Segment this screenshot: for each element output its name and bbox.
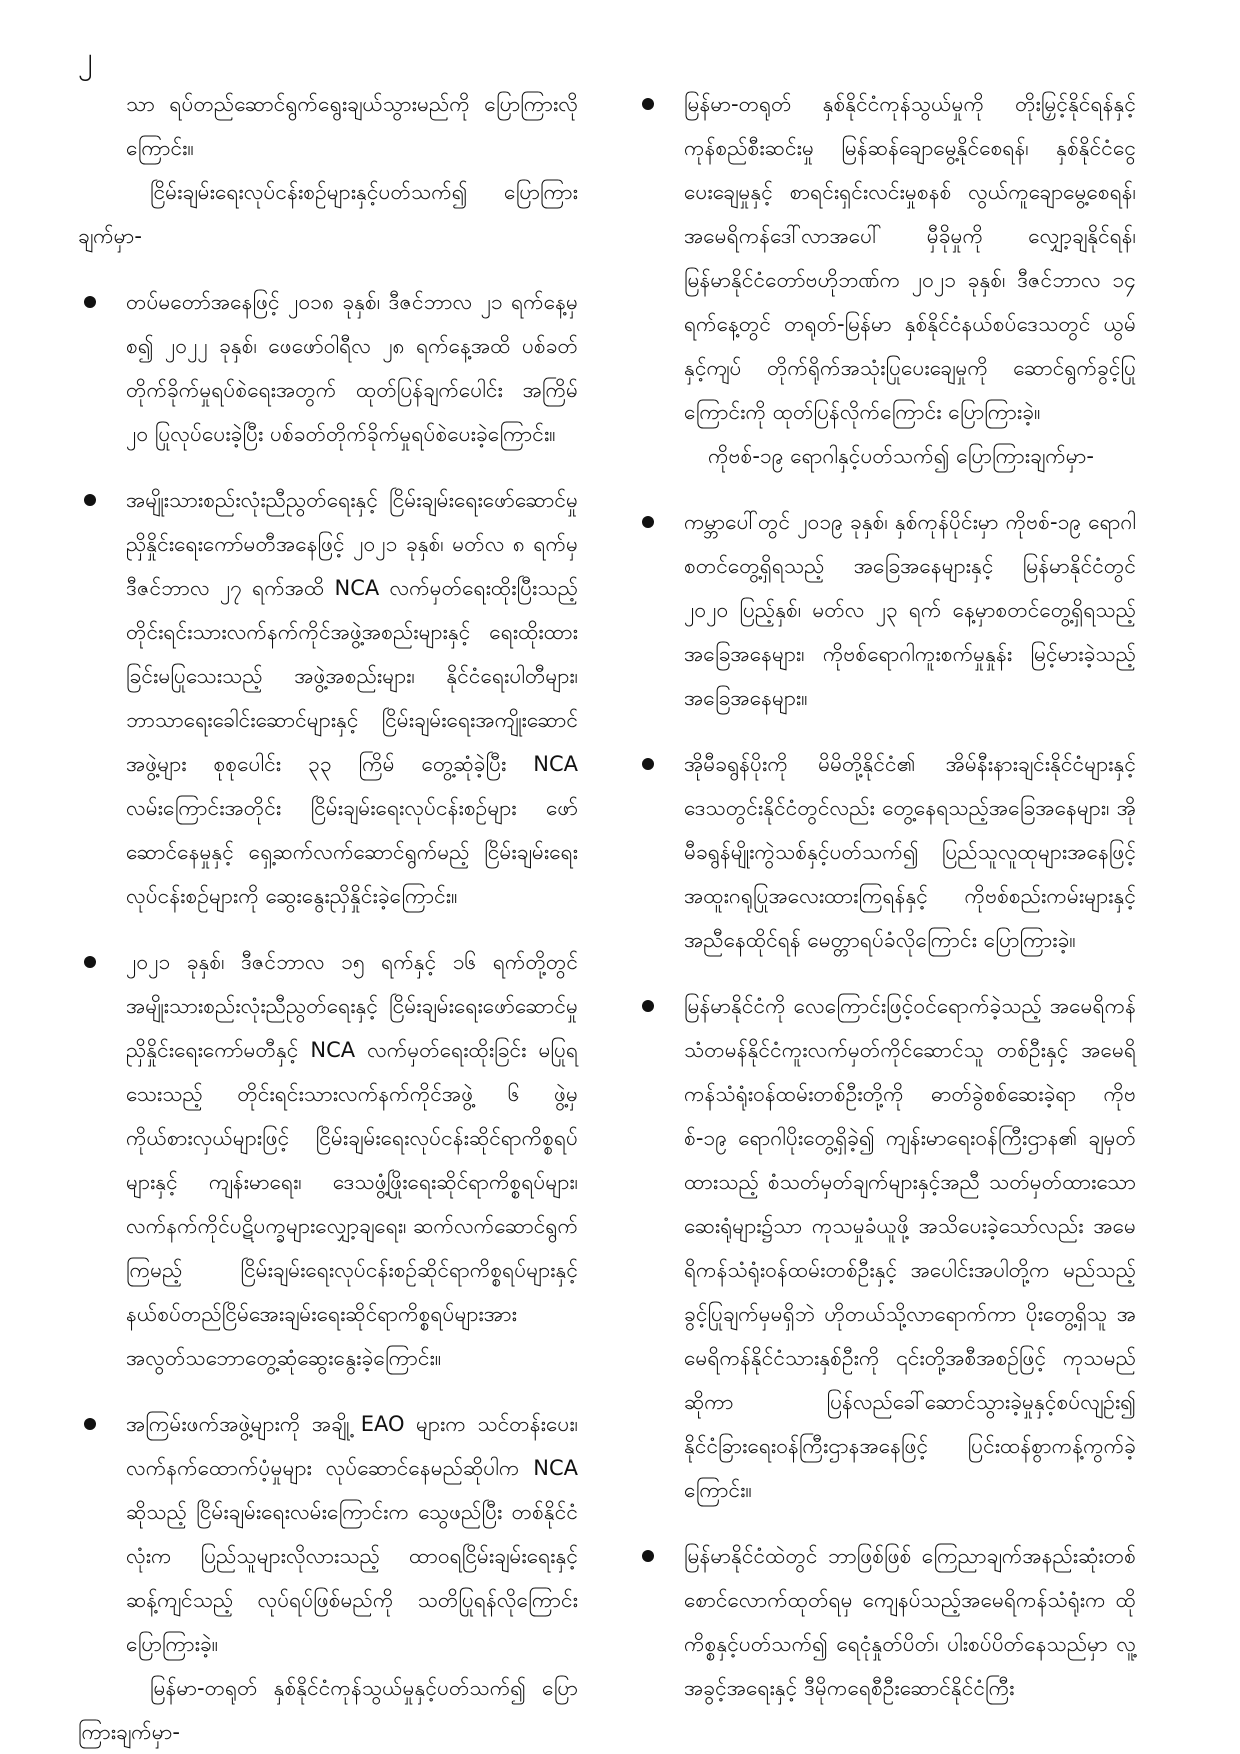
list-item bbox=[636, 1534, 1136, 1710]
list-item bbox=[636, 742, 1136, 962]
bullet-icon bbox=[642, 516, 654, 528]
list-item-text: မြန်မာနိုင်ငံထဲတွင် ဘာဖြစ်ဖြစ် ကြေညာချက်အနည်းဆုံးတစ်စောင်လောက်ထုတ်ရမှ ကျေနပ်သည့်အမေရိကန်သံရုံးက ထိုကိစ္စနှင့်ပတ်သက်၍ ရေငုံနှုတ်ပိတ်၊ ပါးစပ်ပိတ်နေသည်မှာ လူ့အခွင့်အရေးနှင့် ဒီမိုကရေစီဦးဆောင်နိုင်ငံကြီး bbox=[684, 1544, 1136, 1700]
list-item bbox=[78, 280, 578, 456]
bullet-icon bbox=[642, 1550, 654, 1562]
list-item bbox=[78, 1402, 578, 1666]
right-column bbox=[636, 82, 1136, 1710]
list-item bbox=[636, 500, 1136, 720]
list-item-text: အကြမ်းဖက်အဖွဲ့များကို အချို့ EAO များက သင်တန်းပေး၊ လက်နက်ထောက်ပံ့မှုများ လုပ်ဆောင်နေမည်ဆိုပါက NCA ဆိုသည့် ငြိမ်းချမ်းရေးလမ်းကြောင်းက သွေဖည်ပြီး တစ်နိုင်ငံလုံးက ပြည်သူများလိုလားသည့် ထာဝရငြိမ်းချမ်းရေးနှင့် ဆန့်ကျင်သည့် လုပ်ရပ်ဖြစ်မည်ကို သတိပြုရန်လိုကြောင်း ပြောကြားခဲ့။ bbox=[126, 1412, 578, 1656]
list-item-text: မြန်မာနိုင်ငံကို လေကြောင်းဖြင့်ဝင်ရောက်ခဲ့သည့် အမေရိကန် သံတမန်နိုင်ငံကူးလက်မှတ်ကိုင်ဆောင်သူ တစ်ဦးနှင့် အမေရိကန်သံရုံးဝန်ထမ်းတစ်ဦးတို့ကို ဓာတ်ခွဲစစ်ဆေးခဲ့ရာ ကိုဗစ်-၁၉ ရောဂါပိုးတွေ့ရှိခဲ့၍ ကျန်းမာရေးဝန်ကြီးဌာန၏ ချမှတ်ထားသည့် စံသတ်မှတ်ချက်များနှင့်အညီ သတ်မှတ်ထားသော ဆေးရုံများ၌သာ ကုသမှုခံယူဖို့ အသိပေးခဲ့သော်လည်း အမေရိကန်သံရုံးဝန်ထမ်းတစ်ဦးနှင့် အပေါင်းအပါတို့က မည်သည့်ခွင့်ပြုချက်မှမရှိဘဲ ဟိုတယ်သို့လာရောက်ကာ ပိုးတွေ့ရှိသူ အမေရိကန်နိုင်ငံသားနှစ်ဦးကို ၎င်းတို့အစီအစဉ်ဖြင့် ကုသမည်ဆိုကာ ပြန်လည်ခေါ်ဆောင်သွားခဲ့မှုနှင့်စပ်လျဉ်း၍ နိုင်ငံခြားရေးဝန်ကြီးဌာနအနေဖြင့် ပြင်းထန်စွာကန့်ကွက်ခဲ့ကြောင်း။ bbox=[684, 994, 1136, 1502]
list-item-text: ၂၀၂၁ ခုနှစ်၊ ဒီဇင်ဘာလ ၁၅ ရက်နှင့် ၁၆ ရက်တို့တွင် အမျိုးသားစည်းလုံးညီညွတ်ရေးနှင့် ငြိမ်းချမ်းရေးဖော်ဆောင်မှုညှိနှိုင်းရေးကော်မတီနှင့် NCA လက်မှတ်ရေးထိုးခြင်း မပြုရသေးသည့် တိုင်းရင်းသားလက်နက်ကိုင်အဖွဲ့ ၆ ဖွဲ့မှ ကိုယ်စားလှယ်များဖြင့် ငြိမ်းချမ်းရေးလုပ်ငန်းဆိုင်ရာကိစ္စရပ်များနှင့် ကျန်းမာရေး၊ ဒေသဖွံ့ဖြိုးရေးဆိုင်ရာကိစ္စရပ်များ၊ လက်နက်ကိုင်ပဋိပက္ခများလျှော့ချရေး၊ ဆက်လက်ဆောင်ရွက်ကြမည့် ငြိမ်းချမ်းရေးလုပ်ငန်းစဉ်ဆိုင်ရာကိစ္စရပ်များနှင့် နယ်စပ်တည်ငြိမ်အေးချမ်းရေးဆိုင်ရာကိစ္စရပ်များအား အလွတ်သဘောတွေ့ဆုံဆွေးနွေးခဲ့ကြောင်း။ bbox=[126, 950, 578, 1370]
list-item-text: ကမ္ဘာပေါ်တွင် ၂၀၁၉ ခုနှစ်၊ နှစ်ကုန်ပိုင်းမှာ ကိုဗစ်-၁၉ ရောဂါ စတင်တွေ့ရှိရသည့် အခြေအနေများနှင့် မြန်မာနိုင်ငံတွင် ၂၀၂၀ ပြည့်နှစ်၊ မတ်လ ၂၃ ရက် နေ့မှာစတင်တွေ့ရှိရသည့်အခြေအနေများ၊ ကိုဗစ်ရောဂါကူးစက်မှုနှုန်း မြင့်မားခဲ့သည့်အခြေအနေများ။ bbox=[684, 510, 1136, 710]
section-heading-trade: မြန်မာ-တရုတ် နှစ်နိုင်ငံကုန်သွယ်မှုနှင့်ပတ်သက်၍ ပြောကြားချက်မှာ- bbox=[78, 1676, 578, 1744]
list-item bbox=[78, 478, 578, 918]
list-item bbox=[636, 82, 1136, 434]
list-item-text: တပ်မတော်အနေဖြင့် ၂၀၁၈ ခုနှစ်၊ ဒီဇင်ဘာလ ၂၁ ရက်နေ့မှစ၍ ၂၀၂၂ ခုနှစ်၊ ဖေဖော်ဝါရီလ ၂၈ ရက်နေ့အထိ ပစ်ခတ်တိုက်ခိုက်မှုရပ်စဲရေးအတွက် ထုတ်ပြန်ချက်ပေါင်း အကြိမ် ၂၀ ပြုလုပ်ပေးခဲ့ပြီး ပစ်ခတ်တိုက်ခိုက်မှုရပ်စဲပေးခဲ့ကြောင်း။ bbox=[126, 290, 578, 446]
list-item-text: မြန်မာ-တရုတ် နှစ်နိုင်ငံကုန်သွယ်မှုကို တိုးမြှင့်နိုင်ရန်နှင့် ကုန်စည်စီးဆင်းမှု မြန်ဆန်ချောမွေ့နိုင်စေရန်၊ နှစ်နိုင်ငံငွေပေးချေမှုနှင့် စာရင်းရှင်းလင်းမှုစနစ် လွယ်ကူချောမွေ့စေရန်၊ အမေရိကန်ဒေါ်လာအပေါ် မှီခိုမှုကို လျှော့ချနိုင်ရန်၊ မြန်မာနိုင်ငံတော်ဗဟိုဘဏ်က ၂၀၂၁ ခုနှစ်၊ ဒီဇင်ဘာလ ၁၄ ရက်နေ့တွင် တရုတ်-မြန်မာ နှစ်နိုင်ငံနယ်စပ်ဒေသတွင် ယွမ်နှင့်ကျပ် တိုက်ရိုက်အသုံးပြုပေးချေမှုကို ဆောင်ရွက်ခွင့်ပြုကြောင်းကို ထုတ်ပြန်လိုက်ကြောင်း ပြောကြားခဲ့။ bbox=[684, 92, 1136, 424]
bullet-icon bbox=[642, 1000, 654, 1012]
bullet-icon bbox=[84, 494, 96, 506]
page-number: ၂ bbox=[78, 41, 93, 76]
bullet-icon bbox=[642, 758, 654, 770]
list-item-text: အိုမီခရွန်ပိုးကို မိမိတို့နိုင်ငံ၏ အိမ်နီးနားချင်းနိုင်ငံများနှင့် ဒေသတွင်းနိုင်ငံတွင်လည်း တွေ့နေရသည့်အခြေအနေများ၊ အိုမီခရွန်မျိုးကွဲသစ်နှင့်ပတ်သက်၍ ပြည်သူလူထုများအနေဖြင့် အထူးဂရုပြုအလေးထားကြရန်နှင့် ကိုဗစ်စည်းကမ်းများနှင့်အညီနေထိုင်ရန် မေတ္တာရပ်ခံလိုကြောင်း ပြောကြားခဲ့။ bbox=[684, 752, 1136, 952]
bullet-icon bbox=[642, 98, 654, 110]
list-item bbox=[636, 984, 1136, 1512]
left-column bbox=[78, 82, 578, 1754]
bullet-icon bbox=[84, 296, 96, 308]
bullet-icon bbox=[84, 956, 96, 968]
continuation-paragraph: သာ ရပ်တည်ဆောင်ရွက်ရွေးချယ်သွားမည်ကို ပြောကြားလိုကြောင်း။ bbox=[126, 92, 578, 160]
list-item-text: အမျိုးသားစည်းလုံးညီညွတ်ရေးနှင့် ငြိမ်းချမ်းရေးဖော်ဆောင်မှုညှိနှိုင်းရေးကော်မတီအနေဖြင့် ၂၀၂၁ ခုနှစ်၊ မတ်လ ၈ ရက်မှ ဒီဇင်ဘာလ ၂၇ ရက်အထိ NCA လက်မှတ်ရေးထိုးပြီးသည့် တိုင်းရင်းသားလက်နက်ကိုင်အဖွဲ့အစည်းများနှင့် ရေးထိုးထားခြင်းမပြုသေးသည့် အဖွဲ့အစည်းများ၊ နိုင်ငံရေးပါတီများ၊ ဘာသာရေးခေါင်းဆောင်များနှင့် ငြိမ်းချမ်းရေးအကျိုးဆောင်အဖွဲ့များ စုစုပေါင်း ၃၃ ကြိမ် တွေ့ဆုံခဲ့ပြီး NCA လမ်းကြောင်းအတိုင်း ငြိမ်းချမ်းရေးလုပ်ငန်းစဉ်များ ဖော်ဆောင်နေမှုနှင့် ရှေ့ဆက်လက်ဆောင်ရွက်မည့် ငြိမ်းချမ်းရေးလုပ်ငန်းစဉ်များကို ဆွေးနွေးညှိနှိုင်းခဲ့ကြောင်း။ bbox=[126, 488, 578, 908]
section-heading-peace-process: ငြိမ်းချမ်းရေးလုပ်ငန်းစဉ်များနှင့်ပတ်သက်၍ ပြောကြားချက်မှာ- bbox=[78, 180, 578, 248]
list-item bbox=[78, 940, 578, 1380]
bullet-icon bbox=[84, 1418, 96, 1430]
section-heading-covid: ကိုဗစ်-၁၉ ရောဂါနှင့်ပတ်သက်၍ ပြောကြားချက်မှာ- bbox=[708, 444, 1094, 468]
